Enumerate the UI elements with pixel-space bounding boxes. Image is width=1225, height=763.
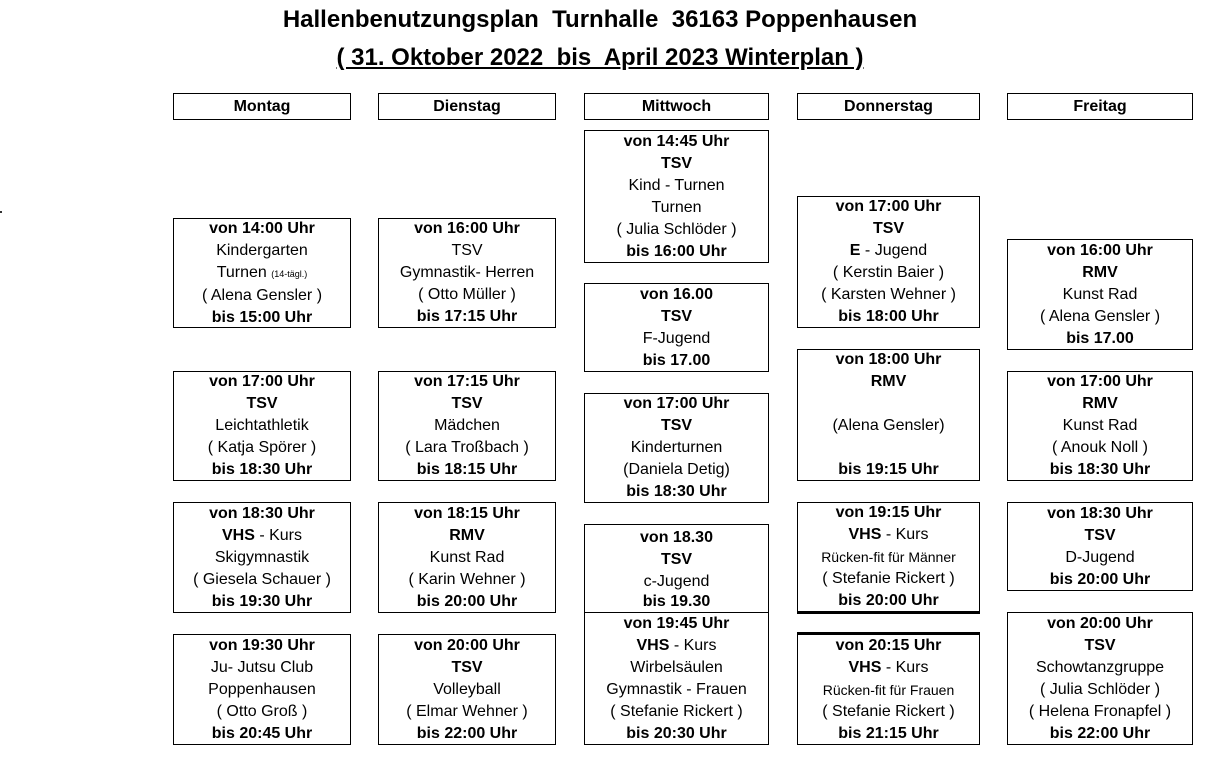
slot-leader: ( Karin Wehner ) (408, 570, 526, 588)
slot-activity: c-Jugend (643, 572, 710, 590)
slot-org-line (848, 657, 928, 679)
slot-from: von 14:45 Uhr (623, 132, 730, 150)
slot-to: bis 18:30 Uhr (211, 461, 313, 478)
slot-from: von 19:15 Uhr (835, 504, 942, 521)
slot-montag-4 (173, 634, 351, 745)
slot-freitag-1 (1007, 239, 1193, 350)
slot-leader: ( Lara Troßbach ) (405, 439, 529, 456)
slot-mittwoch-4 (584, 524, 769, 613)
slot-org: VHS (221, 526, 255, 544)
slot-montag-3 (173, 502, 351, 613)
slot-to: bis 20:30 Uhr (626, 724, 727, 742)
slot-org-line (848, 524, 928, 546)
slot-activity-2: Turnen (651, 198, 702, 216)
slot-leader: ( Katja Spörer ) (207, 439, 317, 456)
slot-org: TSV (1084, 526, 1116, 544)
slot-org-line (222, 525, 302, 547)
slot-from: von 20:15 Uhr (835, 636, 942, 654)
page-title: Hallenbenutzungsplan Turnhalle 36163 Poppenhausen (282, 6, 918, 33)
slot-to: bis 17.00 (1066, 329, 1134, 347)
slot-to: bis 20:00 Uhr (1049, 570, 1151, 588)
page-subtitle: ( 31. Oktober 2022 bis April 2023 Winterplan ) (336, 44, 864, 71)
slot-activity: Poppenhausen (208, 680, 316, 698)
slot-activity: Kunst Rad (1062, 417, 1138, 434)
slot-org-suffix: - Kurs (669, 636, 717, 654)
slot-mittwoch-3 (584, 393, 769, 503)
slot-activity: Leichtathletik (215, 417, 309, 434)
slot-from: von 18:15 Uhr (414, 504, 520, 522)
slot-to: bis 19.30 (642, 592, 711, 610)
slot-org: Ju- Jutsu Club (210, 658, 314, 676)
slot-leader-2: ( Karsten Wehner ) (821, 286, 956, 303)
slot-from: von 17:00 Uhr (623, 395, 730, 412)
slot-from: von 18.30 (640, 528, 713, 546)
slot-montag-1 (173, 218, 351, 328)
stray-dot (0, 211, 2, 213)
slot-activity: Rücken-fit für Frauen (822, 681, 955, 698)
slot-from: von 16.00 (640, 285, 713, 303)
slot-activity: Turnen (216, 263, 267, 281)
slot-leader: ( Otto Müller ) (418, 286, 516, 303)
slot-activity: Skigymnastik (214, 548, 310, 566)
slot-to: bis 22:00 Uhr (416, 724, 518, 742)
slot-leader: (Alena Gensler) (832, 417, 945, 434)
slot-org: RMV (870, 373, 907, 390)
slot-spacer (886, 393, 890, 415)
slot-to: bis 18:15 Uhr (416, 461, 518, 478)
slot-leader: ( Anouk Noll ) (1051, 439, 1149, 456)
slot-freitag-3 (1007, 502, 1193, 591)
slot-org-line (636, 635, 716, 657)
slot-dienstag-4 (378, 634, 556, 745)
slot-to: bis 18:30 Uhr (626, 483, 727, 500)
slot-from: von 17:00 Uhr (209, 373, 315, 390)
slot-activity: - Jugend (860, 242, 928, 259)
slot-activity-line (217, 262, 308, 285)
slot-to: bis 20:00 Uhr (416, 592, 518, 610)
slot-mittwoch-1 (584, 130, 769, 263)
slot-leader: ( Giesela Schauer ) (193, 570, 331, 588)
slot-activity: D-Jugend (1065, 548, 1135, 566)
slot-org: TSV (1084, 636, 1116, 654)
slot-mittwoch-2 (584, 283, 769, 372)
slot-org: TSV (451, 658, 483, 676)
slot-activity: Kind - Turnen (628, 176, 725, 194)
slot-leader: ( Julia Schlöder ) (616, 220, 737, 238)
slot-org: TSV (451, 395, 483, 412)
slot-leader: ( Stefanie Rickert ) (610, 702, 743, 720)
slot-from: von 20:00 Uhr (1047, 614, 1153, 632)
slot-org: RMV (1082, 395, 1118, 412)
slot-activity: Kunst Rad (1062, 285, 1138, 303)
slot-leader: ( Alena Gensler ) (201, 286, 323, 304)
slot-activity: F-Jugend (642, 329, 711, 347)
slot-dienstag-1 (378, 218, 556, 328)
slot-from: von 18:30 Uhr (209, 504, 315, 522)
slot-to: bis 17.00 (642, 351, 711, 369)
slot-org: TSV (451, 242, 483, 259)
slot-to: bis 18:00 Uhr (838, 308, 939, 325)
slot-activity-line (850, 240, 927, 262)
slot-to: bis 20:45 Uhr (211, 724, 313, 742)
slot-freitag-2 (1007, 371, 1193, 481)
slot-activity: Volleyball (433, 680, 501, 698)
slot-montag-2 (173, 371, 351, 481)
slot-leader: (Daniela Detig) (623, 461, 730, 478)
slot-from: von 17:15 Uhr (414, 373, 520, 390)
slot-leader: ( Alena Gensler ) (1039, 307, 1161, 325)
slot-dienstag-2 (378, 371, 556, 481)
slot-to: bis 22:00 Uhr (1049, 724, 1151, 742)
slot-from: von 18:30 Uhr (1047, 504, 1153, 522)
slot-leader: ( Julia Schlöder ) (1039, 680, 1161, 698)
slot-spacer (886, 437, 890, 459)
slot-org: TSV (660, 154, 693, 172)
slot-freitag-4 (1007, 612, 1193, 745)
slot-to: bis 17:15 Uhr (416, 308, 518, 325)
slot-dienstag-3 (378, 502, 556, 613)
slot-org: VHS (636, 636, 670, 654)
slot-org: TSV (660, 417, 693, 434)
slot-activity: Kunst Rad (429, 548, 505, 566)
slot-activity: Rücken-fit für Männer (821, 549, 956, 565)
slot-org: TSV (660, 550, 693, 568)
slot-org: VHS (848, 526, 882, 543)
slot-leader-2: ( Helena Fronapfel ) (1028, 702, 1172, 720)
slot-donnerstag-4 (797, 632, 980, 745)
slot-from: von 16:00 Uhr (414, 220, 520, 237)
slot-leader: ( Stefanie Rickert ) (822, 702, 955, 720)
slot-to: bis 19:30 Uhr (211, 592, 313, 610)
slot-org: RMV (449, 526, 485, 544)
slot-org: TSV (660, 307, 693, 325)
slot-org: TSV (246, 395, 278, 412)
slot-org: VHS (848, 658, 882, 676)
header-donnerstag: Donnerstag (797, 93, 980, 120)
header-freitag: Freitag (1007, 93, 1193, 120)
slot-donnerstag-3 (797, 502, 980, 614)
slot-from: von 14:00 Uhr (209, 219, 315, 237)
slot-from: von 19:30 Uhr (209, 636, 315, 654)
slot-to: bis 21:15 Uhr (838, 724, 939, 742)
slot-org-suffix: - Kurs (881, 658, 929, 676)
slot-org-suffix: - Kurs (881, 526, 929, 543)
slot-from: von 17:00 Uhr (835, 198, 942, 215)
header-mittwoch: Mittwoch (584, 93, 769, 120)
slot-to: bis 18:30 Uhr (1049, 461, 1151, 478)
slot-leader: ( Kerstin Baier ) (832, 264, 945, 281)
slot-activity: Kinderturnen (630, 439, 723, 456)
slot-from: von 16:00 Uhr (1047, 241, 1153, 259)
slot-to: bis 20:00 Uhr (838, 592, 939, 609)
slot-activity: Gymnastik- Herren (399, 264, 535, 281)
slot-from: von 19:45 Uhr (623, 614, 730, 632)
slot-to: bis 19:15 Uhr (838, 461, 939, 478)
slot-leader: ( Stefanie Rickert ) (822, 570, 955, 587)
slot-leader: ( Otto Groß ) (216, 702, 308, 720)
slot-leader: ( Elmar Wehner ) (406, 702, 528, 720)
slot-from: von 18:00 Uhr (835, 351, 942, 368)
slot-org-suffix: - Kurs (254, 526, 303, 544)
slot-org: RMV (1082, 263, 1118, 281)
header-dienstag: Dienstag (378, 93, 556, 120)
slot-activity: Wirbelsäulen (630, 658, 723, 676)
slot-org: Kindergarten (216, 241, 308, 259)
slot-to: bis 16:00 Uhr (626, 242, 727, 260)
slot-mittwoch-5 (584, 612, 769, 745)
slot-from: von 20:00 Uhr (414, 636, 520, 654)
slot-activity-prefix: E (849, 242, 861, 259)
slot-activity: Schowtanzgruppe (1035, 658, 1165, 676)
slot-donnerstag-1 (797, 196, 980, 328)
slot-donnerstag-2 (797, 349, 980, 481)
slot-org: TSV (872, 220, 905, 237)
slot-from: von 17:00 Uhr (1047, 373, 1153, 390)
slot-activity-2: Gymnastik - Frauen (606, 680, 747, 698)
slot-note: (14-tägl.) (271, 268, 308, 279)
header-montag: Montag (173, 93, 351, 120)
slot-to: bis 15:00 Uhr (211, 308, 313, 326)
slot-activity: Mädchen (434, 417, 500, 434)
